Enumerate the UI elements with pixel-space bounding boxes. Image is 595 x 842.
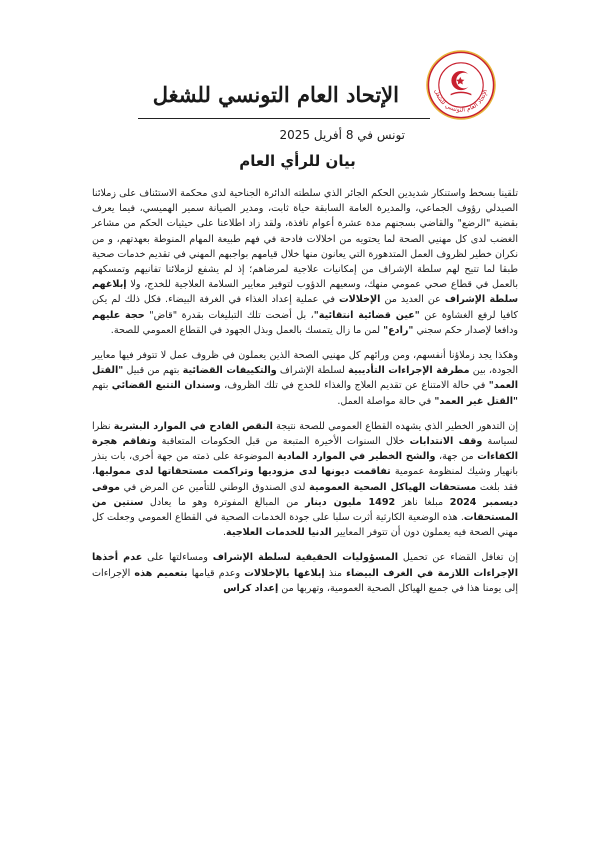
body-paragraph <box>92 348 518 409</box>
paragraph-text: عن العديد من <box>380 294 445 306</box>
paragraph-text: لمن ما زال يتمسك بالعمل وبذل الجهود في القطاع العمومي للصحة. <box>110 324 384 336</box>
emphasized-text: إبلاغهم سلطة الإشراف <box>92 279 519 306</box>
statement-title: بيان للرأي العام <box>239 152 356 170</box>
paragraph-text: إن التدهور الخطير الذي يشهده القطاع العمومي للصحة نتيجة <box>272 420 518 432</box>
body-paragraph <box>92 186 518 338</box>
paragraph-text: بتهم <box>92 380 112 392</box>
paragraph-text: إن تغافل القضاء عن تحميل <box>398 552 518 564</box>
emphasized-text: مستحقات الهياكل الصحية العمومية <box>309 481 477 493</box>
emphasized-text: "عين قضائية انتقائية" <box>313 309 420 321</box>
paragraph-text: تلقينا بسخط واستنكار شديدين الحكم الجائر الذي سلطته الدائرة الجناحية لدى محكمة الاستئناف على زملائنا الصيدلي رؤوف الجماعي، والمديرة العامة السابقة حياة ثابت، ومدير الصيانة سمير الهميسي، فيما يعرف بقضية "الرضع" والقاضي بسجنهم مدة عشرة أعوام نافذة، ولقد زاد اطلاعنا على حيثيات الحكم من مشاعر الغضب لدى كل مهنيي الصحة لما يحتويه من اخلالات فادحة في فهم طبيعة المهام المنوطة بعهدتهم، و من نكران خطير لظروف العمل المتدهورة التي يعانون منها خلال قيامهم بواجبهم المهني في تقديم خدمات صحية طبقا لما تتيح لهم سلطة الإشراف من إمكانيات علاجية لمرضاهم؛ إذ لم يشفع لزملائنا تفانيهم وتمسكهم بالعمل في قطاع صحي عمومي منهك، وسعيهم الدؤوب لتوفير معايير السلامة العلاجية للخدج، ولا <box>92 188 518 291</box>
emphasized-text: والشح الخطير في الموارد المادية <box>277 451 436 463</box>
paragraph-text: وهكذا يجد زملاؤنا أنفسهم، ومن ورائهم كل مهنيي الصحة الذين يعملون في ظروف عمل لا تتوفر فيها معايير الجودة، بين <box>92 350 519 377</box>
paragraph-text: في عملية إعداد الغذاء في الغرفة البيضاء. فكل ذلك لم يكن كافيا لرفع الغشاوة عن <box>92 294 518 321</box>
paragraph-text: خلال السنوات الأخيرة المتبعة من قبل الحكومات المتعاقبة <box>156 436 410 448</box>
emphasized-text: الدنيا للخدمات العلاجية <box>226 527 332 539</box>
emphasized-text: وتفاقم هجرة الكفاءات <box>92 436 518 463</box>
paragraph-text: منذ <box>324 567 347 579</box>
paragraph-text: . <box>222 527 226 539</box>
emphasized-text: بتعميم هذه <box>134 567 188 579</box>
body-paragraph <box>92 550 518 596</box>
emphasized-text: 1492 مليون دينار <box>305 496 396 508</box>
emphasized-text: الإخلالات <box>339 294 381 306</box>
paragraph-text: الموضوعة على ذمته من جهة أخرى، بات ينذر بانهيار وشيك لمنظومة عمومية <box>92 451 518 478</box>
emphasized-text: مطرقة الإجراءات التأديبية <box>348 365 470 377</box>
paragraph-text: نظرا لسياسة <box>92 420 518 448</box>
emphasized-text: إبلاغها بالإخلالات <box>244 567 325 579</box>
emphasized-text: المسؤوليات الحقيقية لسلطة الإشراف <box>212 552 399 564</box>
statement-body <box>92 186 518 606</box>
paragraph-text: من جهة، <box>435 451 478 463</box>
paragraph-text: بتهم من قبيل <box>123 365 183 377</box>
emphasized-text: النقص الفادح في الموارد البشرية <box>113 420 273 432</box>
paragraph-text: وعدم قيامها <box>187 567 245 579</box>
emphasized-text: "القتل غير العمد" <box>434 395 518 407</box>
paragraph-text: مبلغا ناهز <box>395 496 450 508</box>
paragraph-text: ودافعا لإصدار حكم سجني <box>413 324 518 336</box>
emphasized-text: عدم أخذها الإجراءات اللازمة في الغرف البيضاء <box>92 552 518 579</box>
emphasized-text: حجة عليهم <box>92 309 145 321</box>
paragraph-text: في حالة الامتناع عن تقديم العلاج والغذاء للخدج في تلك الظروف، <box>220 380 489 392</box>
document-date: تونس في 8 أفريل 2025 <box>279 128 405 142</box>
header-divider <box>138 118 430 119</box>
paragraph-text: الإجراءات إلى يومنا هذا في جميع الهياكل الصحية العمومية، وتهربها من <box>92 567 518 594</box>
paragraph-text: ومساءلتها على <box>142 552 213 564</box>
paragraph-text: في حالة مواصلة العمل. <box>337 395 435 407</box>
emphasized-text: موفى ديسمبر 2024 <box>92 481 518 508</box>
ugtt-logo <box>424 48 498 122</box>
paragraph-text: من المبالغ المفوترة وهو ما يعادل <box>143 496 306 508</box>
emphasized-text: والتكييفات القضائية <box>182 365 277 377</box>
organization-name: الإتحاد العام التونسي للشغل <box>152 82 399 107</box>
paragraph-text: ، بل أضحت تلك التبليغات بقدرة "قاض" <box>144 309 314 321</box>
paragraph-text: ، فقد بلغت <box>92 466 518 493</box>
emphasized-text: إعداد كراس <box>223 582 279 594</box>
emphasized-text: وسندان التتبع القضائي <box>111 380 221 392</box>
paragraph-text: . هذه الوضعية الكارثية أثرت سلبا على جودة الخدمات الصحية في القطاع العمومي وجعلت كل مهني الصحة فيه يعملون دون أن تتوفر المعايير <box>92 512 518 539</box>
emphasized-text: سنتين من المستحقات <box>92 496 518 524</box>
logo-ring-text: الإتحاد العام التونسي للشغل <box>432 88 490 114</box>
paragraph-text: لسلطة الإشراف <box>276 365 349 377</box>
emphasized-text: تفاقمت ديونها لدى مزوديها وتراكمت مستحقاتها لدى مموليها <box>95 466 391 478</box>
emphasized-text: وقف الانتدابات <box>409 436 483 448</box>
body-paragraph <box>92 419 518 541</box>
paragraph-text: لدى الصندوق الوطني للتأمين عن المرض في <box>119 481 310 493</box>
emphasized-text: "رادع" <box>383 324 414 336</box>
emphasized-text: "القتل العمد" <box>92 365 519 392</box>
